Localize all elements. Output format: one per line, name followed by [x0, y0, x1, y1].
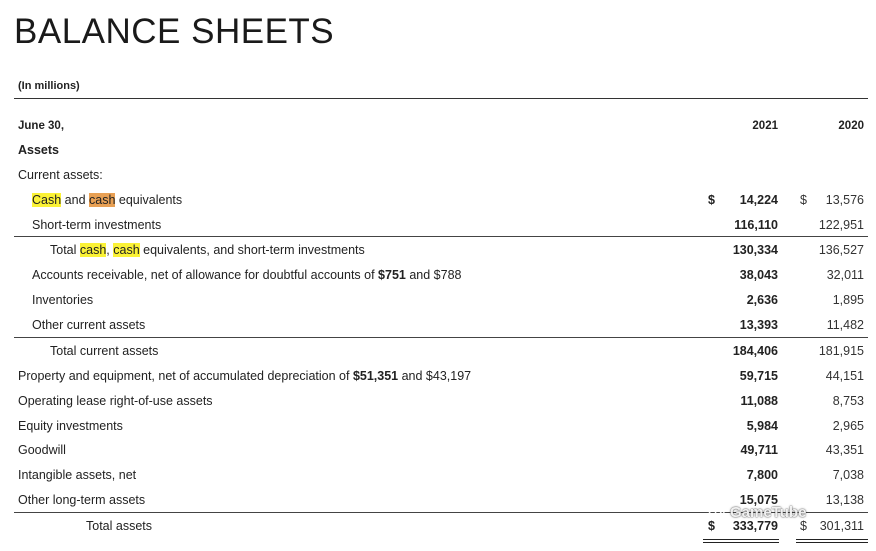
value-2021: 7,800 — [746, 467, 778, 482]
value-2021: 49,711 — [740, 442, 778, 457]
value-2020: 1,895 — [832, 292, 864, 307]
label-text: and $43,197 — [398, 368, 472, 383]
value-2021: 116,110 — [734, 217, 778, 232]
double-underline-2021 — [703, 539, 779, 540]
label-text: , — [106, 242, 114, 257]
row-label: Total assets — [86, 518, 153, 533]
table-row — [0, 437, 876, 462]
value-2020: 13,138 — [825, 492, 864, 507]
double-underline-2021 — [703, 542, 779, 543]
table-row — [0, 187, 876, 212]
table-row — [0, 212, 876, 237]
year-2021-header: 2021 — [752, 119, 778, 132]
units-note: (In millions) — [18, 80, 80, 92]
double-underline-2020 — [796, 539, 868, 540]
table-row — [0, 338, 876, 363]
current-assets-heading: Current assets: — [18, 167, 103, 182]
value-2021: 184,406 — [732, 343, 778, 358]
value-2021: 13,393 — [739, 317, 778, 332]
label-bold-text: $51,351 — [352, 368, 399, 383]
watermark-text: GameTube — [730, 503, 807, 521]
label-bold-text: $751 — [378, 267, 406, 282]
label-text: equivalents — [115, 192, 183, 207]
row-label: Equity investments — [18, 418, 123, 433]
value-2020: 7,038 — [832, 467, 864, 482]
label-text: Property and equipment, net of accumulated depreciation of — [18, 368, 353, 383]
row-label — [18, 369, 471, 383]
section-heading-row — [0, 137, 876, 162]
highlight-yellow: Cash — [32, 192, 62, 207]
value-2020: 301,311 — [819, 518, 864, 533]
label-text: Total — [50, 242, 80, 257]
row-label: Short-term investments — [32, 217, 162, 232]
value-2021: 15,075 — [739, 492, 778, 507]
value-2021: 5,984 — [746, 418, 778, 433]
table-row — [0, 287, 876, 312]
highlight-yellow: cash — [113, 242, 140, 257]
value-2021: 333,779 — [732, 518, 778, 533]
value-2021: 14,224 — [739, 192, 778, 207]
table-row — [0, 312, 876, 337]
row-label: Other current assets — [32, 317, 146, 332]
label-text: equivalents, and short-term investments — [139, 242, 365, 257]
highlight-yellow: cash — [79, 242, 107, 257]
row-label: Total current assets — [50, 343, 159, 358]
label-text: Accounts receivable, net of allowance for doubtful accounts of — [32, 267, 379, 282]
value-2021: 38,043 — [739, 267, 778, 282]
table-row — [0, 237, 876, 262]
table-row — [0, 388, 876, 413]
row-label — [32, 268, 461, 282]
highlight-orange: cash — [89, 192, 116, 207]
value-2020: 32,011 — [826, 267, 864, 282]
page-title: BALANCE SHEETS — [14, 12, 335, 51]
value-2020: 136,527 — [818, 242, 864, 257]
value-2020: 122,951 — [818, 217, 864, 232]
subsection-heading-row — [0, 162, 876, 187]
row-label: Operating lease right-of-use assets — [18, 393, 213, 408]
value-2021: 59,715 — [739, 368, 778, 383]
value-2021: 2,636 — [746, 292, 778, 307]
label-text: and $788 — [405, 267, 462, 282]
value-2020: 2,965 — [832, 418, 864, 433]
table-row — [0, 363, 876, 388]
row-label — [50, 243, 365, 257]
table-row — [0, 462, 876, 487]
assets-heading: Assets — [18, 142, 59, 157]
column-header-row — [0, 113, 876, 138]
year-2020-header: 2020 — [838, 119, 864, 132]
dollar-sign-2020: $ — [800, 518, 807, 533]
row-label: Inventories — [32, 292, 94, 307]
table-row — [0, 413, 876, 438]
value-2021: 130,334 — [732, 242, 778, 257]
row-label: Other long-term assets — [18, 492, 146, 507]
value-2020: 43,351 — [825, 442, 864, 457]
watermark — [708, 503, 806, 521]
label-text: and — [61, 192, 89, 207]
value-2020: 8,753 — [832, 393, 864, 408]
chat-bubble-icon — [708, 503, 726, 521]
value-2020: 11,482 — [826, 317, 864, 332]
row-label: Goodwill — [18, 442, 66, 457]
row-label: Intangible assets, net — [18, 467, 137, 482]
dollar-sign-2021: $ — [708, 518, 715, 533]
dollar-sign-2020: $ — [800, 192, 807, 207]
value-2020: 44,151 — [825, 368, 864, 383]
header-divider — [14, 98, 868, 99]
value-2020: 13,576 — [825, 192, 864, 207]
dollar-sign-2021: $ — [708, 192, 715, 207]
table-row — [0, 262, 876, 287]
value-2021: 11,088 — [740, 393, 778, 408]
value-2020: 181,915 — [818, 343, 864, 358]
double-underline-2020 — [796, 542, 868, 543]
date-header: June 30, — [18, 119, 65, 132]
row-label — [32, 193, 182, 207]
